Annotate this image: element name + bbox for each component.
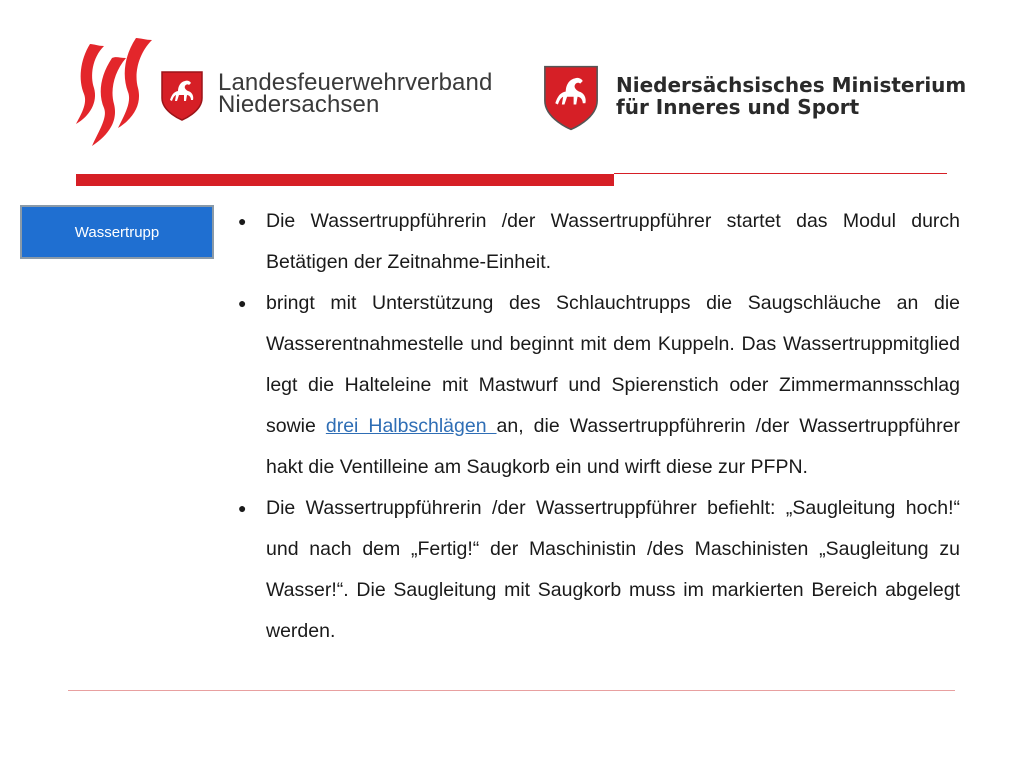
bullet-dot-icon: ● <box>238 500 247 516</box>
ministry-name <box>616 74 966 118</box>
footer-line <box>68 690 955 691</box>
bullet-text-2-before: bringt mit Unterstützung des Schlauchtrupps die Saugschläuche an die Wasserentnahmestelle und beginnt mit dem Kuppeln. Das Wassertruppmitglied legt die Halteleine mit Mastwurf und Spierenstich oder Zimmermannsschlag sowie <box>266 292 960 437</box>
ministry-name-line1: Niedersächsisches Ministerium <box>616 73 967 97</box>
bullet-text-2-after: an, die Wassertruppführerin /der Wassertruppführer hakt die Ventilleine am Saugkorb ein und wirft diese zur PFPN. <box>266 415 960 478</box>
bullet-list <box>232 201 960 652</box>
section-label-box <box>20 205 214 259</box>
bullet-item-2 <box>232 283 960 488</box>
bullet-dot-icon: ● <box>238 213 247 229</box>
horse-shield-icon <box>160 70 204 122</box>
ministry-logo <box>542 64 967 134</box>
ministry-name-line2: für Inneres und Sport <box>616 95 860 119</box>
lfv-logo <box>76 36 496 151</box>
header-accent-line <box>614 173 947 174</box>
lfv-name-line1: Landesfeuerwehrverband <box>218 69 493 96</box>
lfv-name <box>218 69 493 118</box>
lfv-name-line2: Niedersachsen <box>218 91 380 118</box>
flames-icon <box>76 36 158 151</box>
bullet-text-1: Die Wassertruppführerin /der Wassertruppführer startet das Modul durch Betätigen der Zeitnahme-Einheit. <box>266 210 960 273</box>
bullet-item-1 <box>232 201 960 283</box>
section-label: Wassertrupp <box>74 223 160 241</box>
bullet-item-3 <box>232 488 960 652</box>
header-accent-bar <box>76 174 614 186</box>
halbschlaege-link[interactable]: drei Halbschlägen <box>325 415 497 437</box>
horse-shield-icon <box>542 64 600 132</box>
bullet-text-3: Die Wassertruppführerin /der Wassertruppführer befiehlt: „Saugleitung hoch!“ und nach dem „Fertig!“ der Maschinistin /des Maschinisten „Saugleitung zu Wasser!“. Die Saugleitung mit Saugkorb muss im markierten Bereich abgelegt werden. <box>266 497 960 642</box>
bullet-dot-icon: ● <box>238 295 247 311</box>
